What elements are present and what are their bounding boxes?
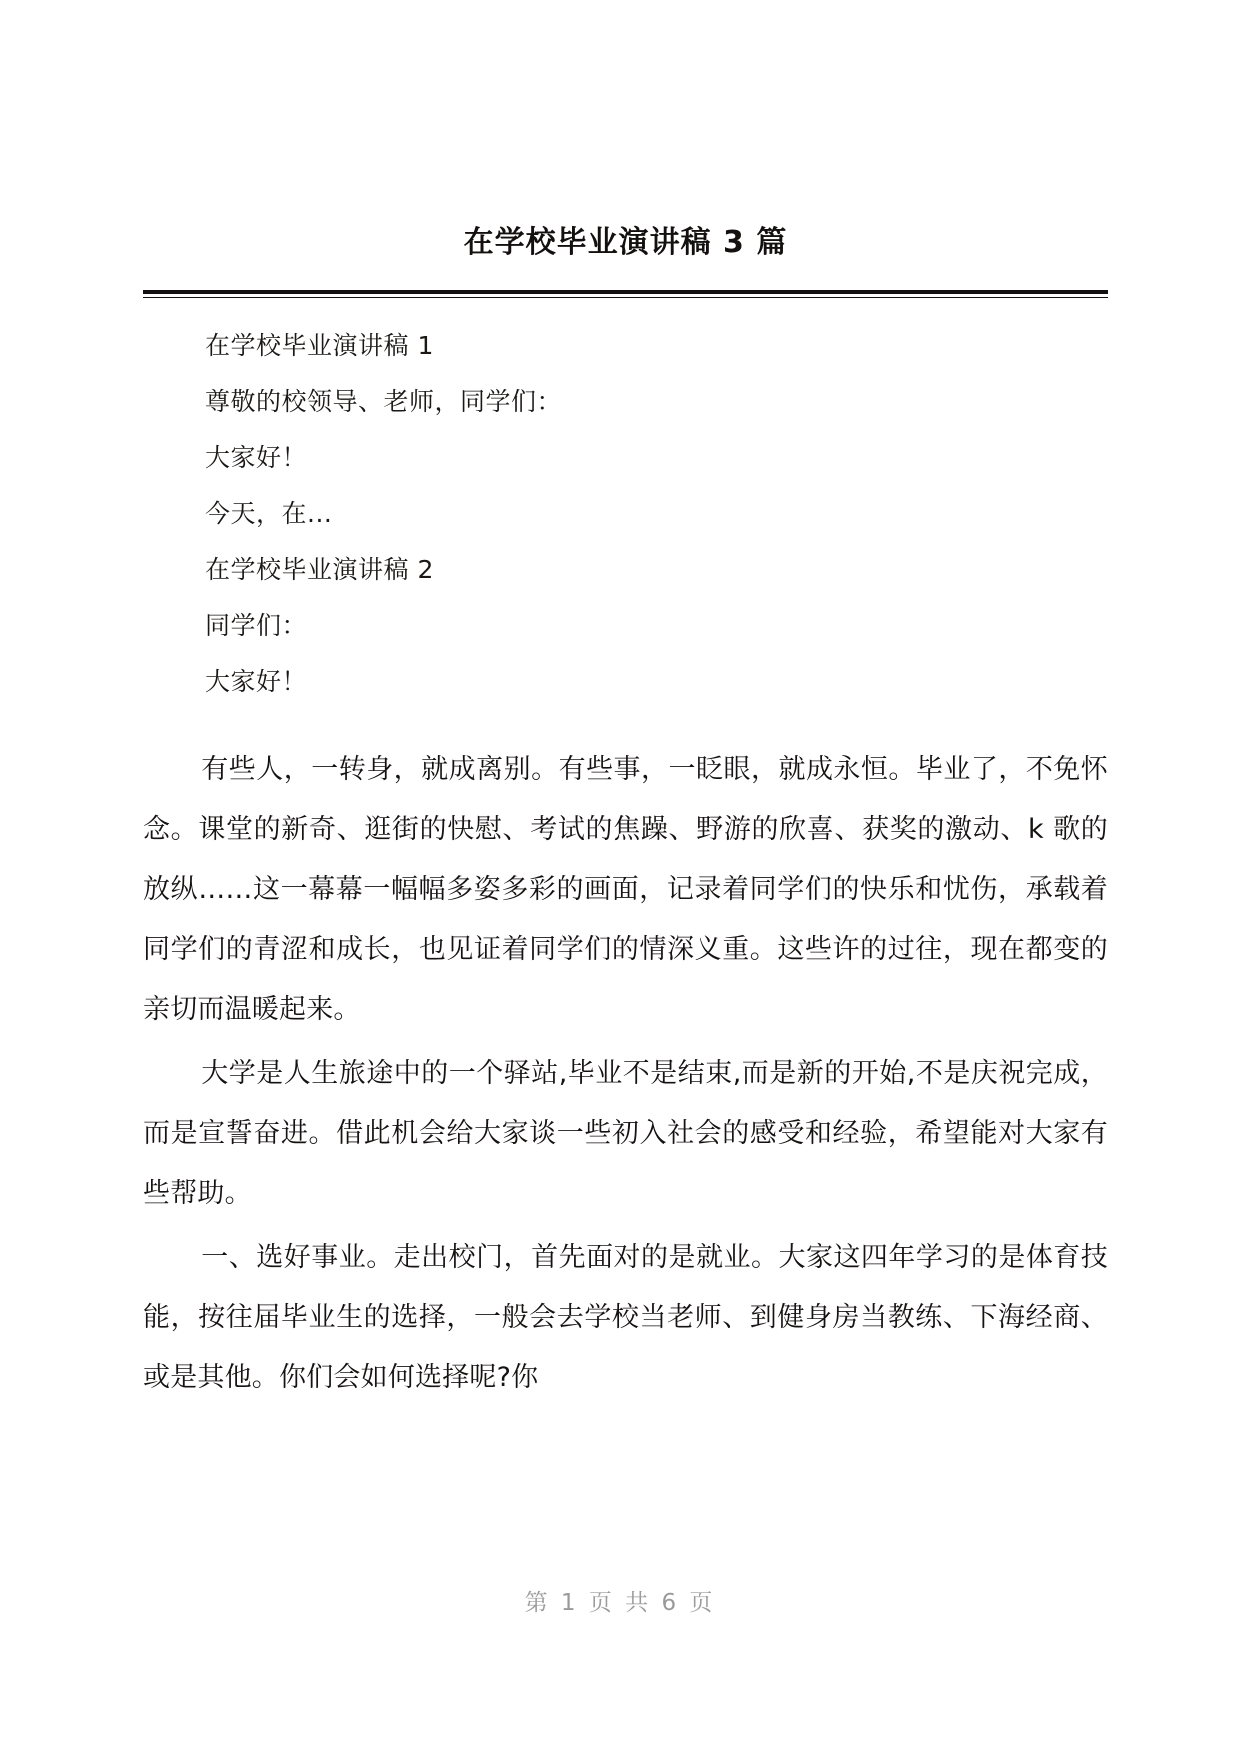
lead-line: 同学们： [205,611,308,640]
paragraph [143,1228,1108,1408]
lead-line: 在学校毕业演讲稿 2 [205,555,434,584]
paragraph-text: 一、选好事业。走出校门，首先面对的是就业。大家这四年学习的是体育技能，按往届毕业生的选择，一般会去学校当老师、到健身房当教练、下海经商、或是其他。你们会如何选择呢?你 [143,1242,1108,1393]
paragraph-text: 有些人，一转身，就成离别。有些事，一眨眼，就成永恒。毕业了，不免怀念。课堂的新奇、逛街的快慰、考试的焦躁、野游的欣喜、获奖的激动、k 歌的放纵……这一幕幕一幅幅多姿多彩的画面，记录着同学们的快乐和忧伤，承载着同学们的青涩和成长，也见证着同学们的情深义重。这些许的过往，现在都变的亲切而温暖起来。 [143,754,1108,1025]
paragraph [143,1044,1108,1224]
paragraph-text: 大学是人生旅途中的一个驿站,毕业不是结束,而是新的开始,不是庆祝完成，而是宣誓奋进。借此机会给大家谈一些初入社会的感受和经验，希望能对大家有些帮助。 [143,1058,1108,1209]
paragraph [143,740,1108,1040]
lead-line: 大家好！ [205,443,308,472]
body-paragraphs [143,740,1108,1408]
page-footer: 第 1 页 共 6 页 [524,1590,716,1616]
lead-lines [143,318,1108,710]
title-divider [143,290,1108,298]
document-body [143,0,1108,1408]
lead-line: 尊敬的校领导、老师，同学们： [205,387,563,416]
lead-line: 在学校毕业演讲稿 1 [205,331,434,360]
lead-line: 今天，在... [205,499,333,528]
page-title: 在学校毕业演讲稿 3 篇 [463,225,788,260]
lead-line: 大家好！ [205,667,308,696]
